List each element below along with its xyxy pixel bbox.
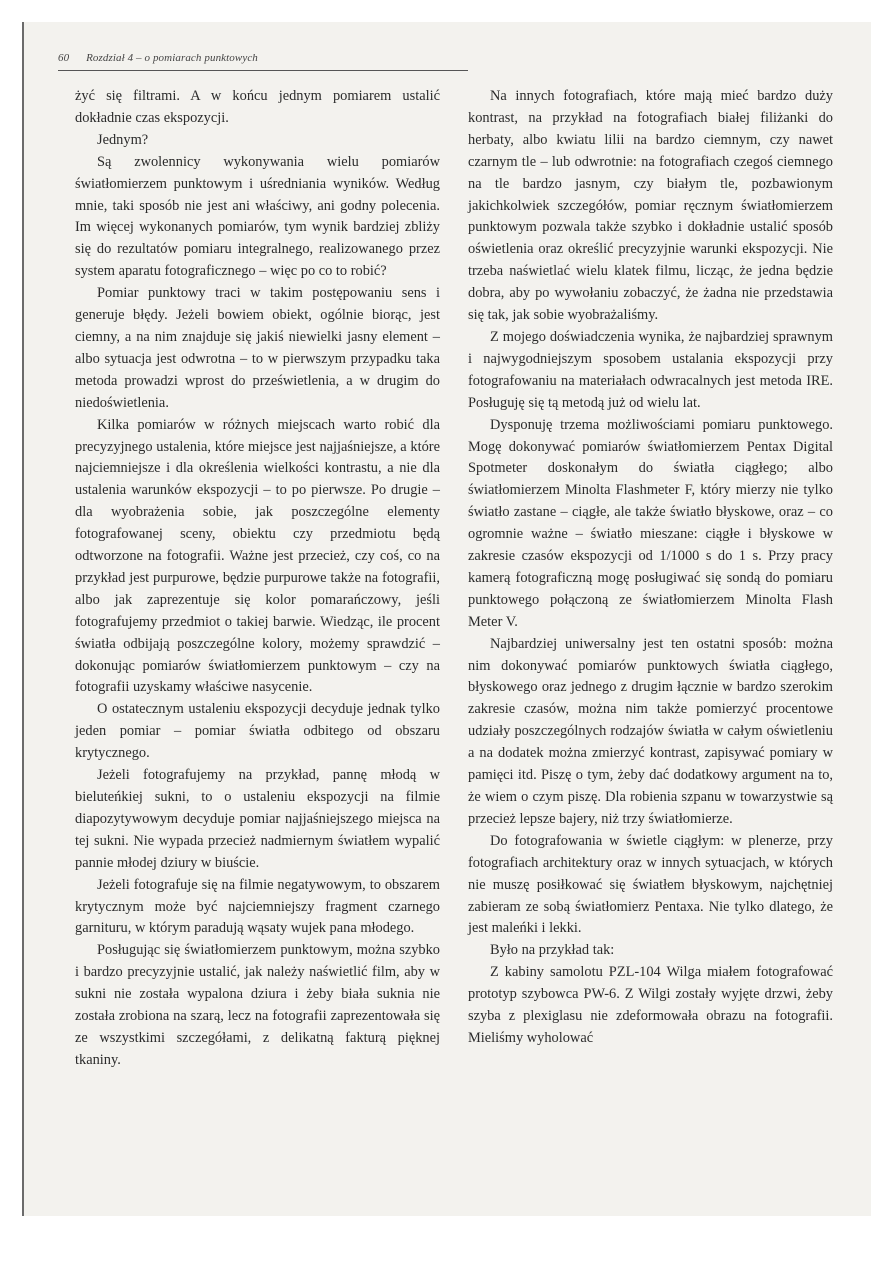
paragraph: Najbardziej uniwersalny jest ten ostatni sposób: można nim dokonywać pomiarów punktowych światła ciągłego, błyskowego oraz jednego z drugim łącznie w bardzo szerokim zakresie czasów, można nim także pomierzyć procentowe udziały poszczególnych rodzajów światła w całym oświetleniu a na dodatek można zmierzyć kontrast, zapisywać pomiary w pamięci itd. Piszę o tym, żeby dać dodatkowy argument na to, że wiem o czym piszę. Dla robienia szpanu w towarzystwie są przecież lepsze bajery, niż trzy światłomierze. bbox=[468, 635, 833, 827]
page-number: 60 bbox=[58, 52, 70, 64]
paragraph: Pomiar punktowy traci w takim postępowaniu sens i generuje błędy. Jeżeli bowiem obiekt, ogólnie biorąc, jest ciemny, a na nim znajduje się jakiś niewielki jasny element – albo sytuacja jest odwrotna – to w pierwszym przypadku taka metoda prowadzi wprost do prześwietlenia, a w drugim do niedoświetlenia. bbox=[75, 285, 440, 411]
paragraph: Kilka pomiarów w różnych miejscach warto robić dla precyzyjnego ustalenia, które miejsce jest najjaśniejsze, a które najciemniejsze i dla określenia wielkości kontrastu, a nie dla ustalenia warunków ekspozycji – to po pierwsze. Po drugie – dla wyobrażenia sobie, jak poszczególne elementy fotografowanej sceny, obiektu czy przedmiotu będą odtworzone na fotografii. Ważne jest przecież, czy coś, co na przykład jest purpurowe, będzie purpurowe także na fotografii, albo jak zaprezentuje się kolor pomarańczowy, jeśli fotografujemy przedmiot o takiej barwie. Wiedząc, ile procent światła odbijają poszczególne kolory, możemy sprawdzić – dokonując pomiarów światłomierzem punktowym – czy na fotografii uzyskamy właściwe nasycenie. bbox=[75, 416, 440, 696]
paragraph: żyć się filtrami. A w końcu jednym pomiarem ustalić dokładnie czas ekspozycji. bbox=[75, 88, 440, 126]
paragraph: Z mojego doświadczenia wynika, że najbardziej sprawnym i najwygodniejszym sposobem ustalania ekspozycji przy fotografowaniu na materiałach odwracalnych jest metoda IRE. Posługuję się tą metodą już od wielu lat. bbox=[468, 328, 833, 411]
paragraph: Jeżeli fotografuje się na filmie negatywowym, to obszarem krytycznym może być najciemniejszy fragment czarnego garnituru, w którym paradują wąsaty wujek pana młodego. bbox=[75, 876, 440, 937]
paragraph: Jeżeli fotografujemy na przykład, pannę młodą w bieluteńkiej sukni, to o ustaleniu ekspozycji na filmie diapozytywowym decyduje pomiar najjaśniejszego miejsca na tej sukni. Nie wypada przecież nadmiernym światłem wypalić pannie młodej dziury w biuście. bbox=[75, 767, 440, 871]
paragraph: Są zwolennicy wykonywania wielu pomiarów światłomierzem punktowym i uśredniania wyników. Według mnie, taki sposób nie jest ani właściwy, ani godny polecenia. Im więcej wykonanych pomiarów, tym wynik bardziej zbliży się do rezultatów pomiaru integralnego, realizowanego przez system aparatu fotograficznego – więc po co to robić? bbox=[75, 153, 440, 280]
left-column bbox=[75, 86, 440, 1072]
running-header bbox=[58, 52, 258, 64]
paragraph: Dysponuję trzema możliwościami pomiaru punktowego. Mogę dokonywać pomiarów światłomierzem Pentax Digital Spotmeter doskonałym do światła ciągłego; albo światłomierzem Minolta Flashmeter F, który mierzy nie tylko światło zastane – ciągłe, ale także światło błyskowe, oraz – co ogromnie ważne – światło mieszane: ciągłe i błyskowe w zakresie czasów ekspozycji od 1/1000 s do 1 s. Przy pracy kamerą fotograficzną mogę posługiwać się sondą do pomiaru punktowego połączoną ze światłomierzem Minolta Flash Meter V. bbox=[468, 416, 833, 630]
chapter-title: Rozdział 4 – o pomiarach punktowych bbox=[86, 52, 258, 64]
paragraph: O ostatecznym ustaleniu ekspozycji decyduje jednak tylko jeden pomiar – pomiar światła odbitego od obszaru krytycznego. bbox=[75, 701, 440, 762]
paragraph: Do fotografowania w świetle ciągłym: w plenerze, przy fotografiach architektury oraz w innych sytuacjach, w których nie muszę posiłkować się światłem błyskowym, najchętniej zabieram ze sobą światłomierz Pentaxa. Nie tylko dlatego, że jest maleńki i lekki. bbox=[468, 832, 833, 937]
paragraph: Na innych fotografiach, które mają mieć bardzo duży kontrast, na przykład na fotografiach białej filiżanki do herbaty, albo kwiatu lilii na bardzo ciemnym, czy nawet czarnym tle – lub odwrotnie: na fotografiach czegoś ciemnego na tle bardzo jasnym, czy białym tle, pozbawionym jakichkolwiek szczegółów, pomiar ręcznym światłomierzem punktowym pozwala także szybko i dokładnie ustalić sposób oświetlenia oraz określić precyzyjnie warunki ekspozycji. Nie trzeba naświetlać wielu klatek filmu, licząc, że jedna będzie dobra, aby po wywołaniu zobaczyć, że żadna nie przedstawia się tak, jak sobie wyobrażaliśmy. bbox=[468, 88, 833, 324]
paragraph: Było na przykład tak: bbox=[490, 942, 615, 959]
paragraph: Jednym? bbox=[97, 131, 149, 148]
paragraph: Posługując się światłomierzem punktowym, można szybko i bardzo precyzyjnie ustalić, jak należy naświetlić film, aby w sukni nie została wypalona dziura i żeby biała suknia nie została zrobiona na szarą, lecz na fotografii zaprezentowała się ze wszystkimi szczegółami, z delikatną fakturą pięknej tkaniny. bbox=[75, 942, 440, 1068]
paragraph: Z kabiny samolotu PZL-104 Wilga miałem fotografować prototyp szybowca PW-6. Z Wilgi zostały wyjęte drzwi, żeby szyba z plexiglasu nie zdeformowała obrazu na fotografii. Mieliśmy wyholować bbox=[468, 964, 833, 1046]
header-rule bbox=[58, 70, 468, 71]
right-column bbox=[468, 86, 833, 1050]
